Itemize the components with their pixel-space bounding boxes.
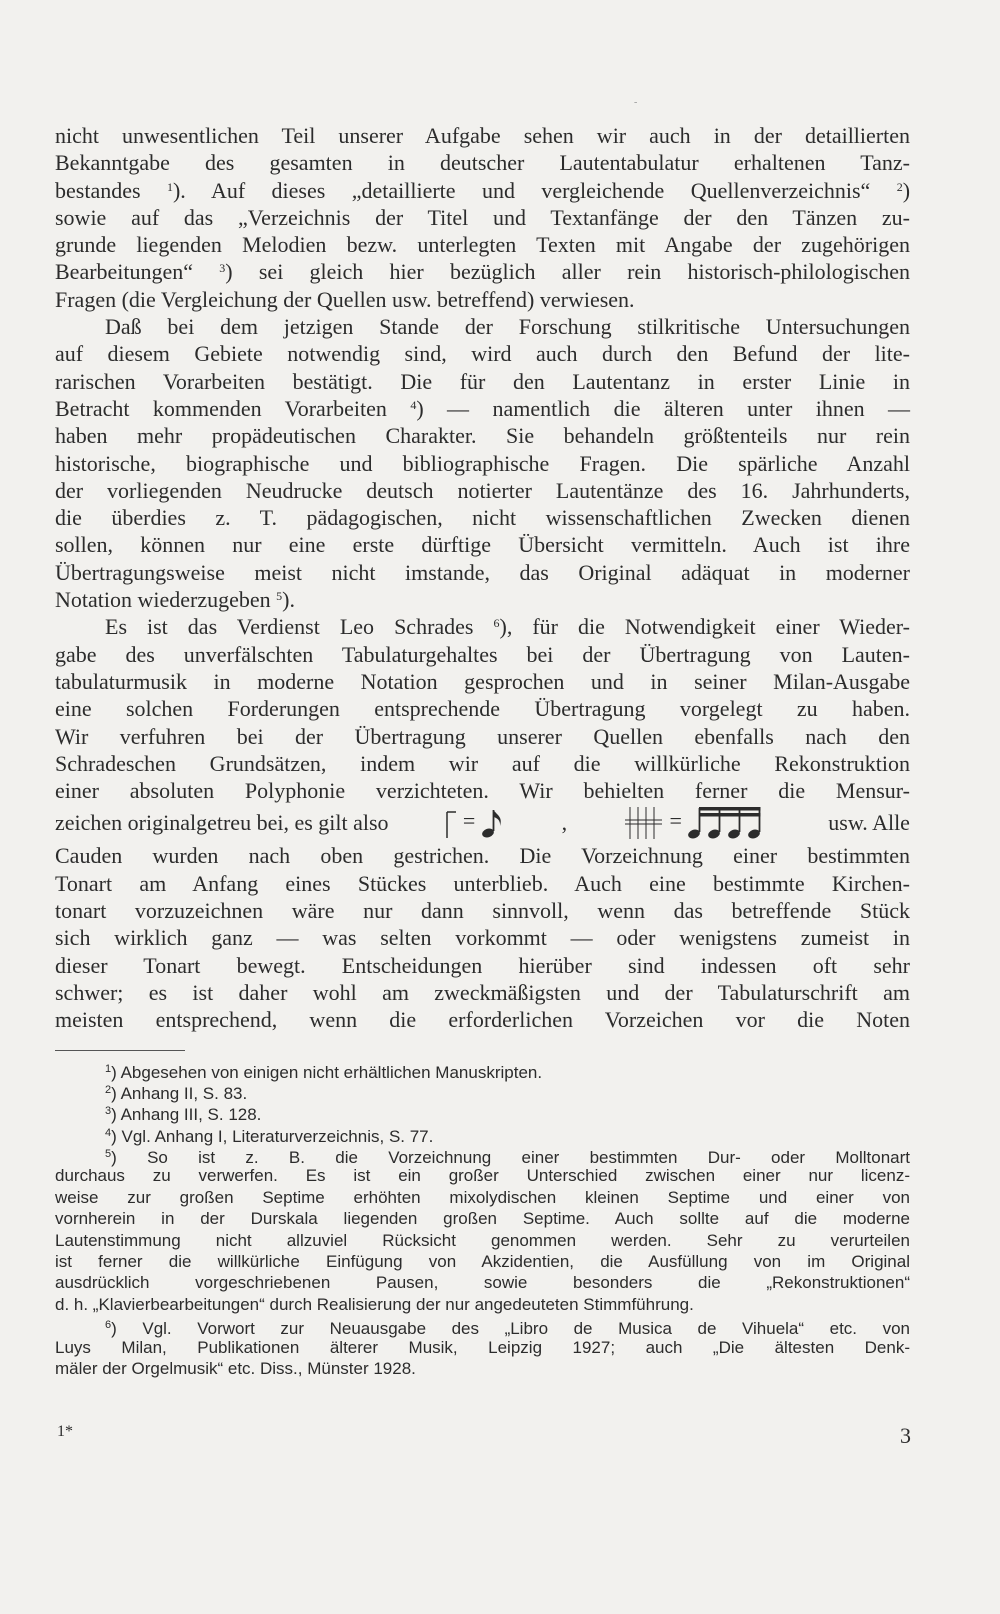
text-run: auf diesem Gebiete notwendig sind, wird auch durch den Befund der lite- xyxy=(55,341,910,367)
footnote-number: 6 xyxy=(105,1319,112,1332)
footnote-ref: 4 xyxy=(410,397,417,412)
text-run: grunde liegenden Melodien bezw. unterlegten Texten mit Angabe der zugehörigen xyxy=(55,232,910,258)
body-line xyxy=(55,924,910,951)
text-run: eine solchen Forderungen entsprechende Übertragung vorgelegt zu haben. xyxy=(55,696,910,722)
text-run: nicht unwesentlichen Teil unserer Aufgabe sehen wir auch in der detaillierten xyxy=(55,123,910,148)
footnote-number: 1 xyxy=(105,1062,112,1075)
footnote-text: ausdrücklich vorgeschriebenen Pausen, sowie besonders die „Rekonstruktionen“ xyxy=(55,1273,910,1293)
text-run: Bearbeitungen“ xyxy=(55,259,220,285)
page-number: 3 xyxy=(900,1423,911,1448)
footnote-ref: 2 xyxy=(896,179,903,194)
body-line xyxy=(55,313,910,340)
footnote-line xyxy=(55,1230,910,1251)
footnote-line: $^2$) Anhang II, S. 83. xyxy=(105,1083,248,1103)
signature-mark: 1* xyxy=(57,1423,73,1440)
text-run: bestandes xyxy=(55,177,167,203)
text-run: gabe des unverfälschten Tabulaturgehaltes bei der Übertragung von Lauten- xyxy=(55,641,910,667)
text-run: Schradeschen Grundsätzen, indem wir auf die willkürliche Rekonstruktion xyxy=(55,750,910,776)
text-run: Tonart am Anfang eines Stückes unterblieb. Auch eine bestimmte Kirchen- xyxy=(55,870,910,896)
text-run: Wir verfuhren bei der Übertragung unserer Quellen ebenfalls nach den xyxy=(55,723,910,749)
footnote-line: $^5$) So ist z. B. die Vorzeichnung einer bestimmten Dur- oder Molltonart xyxy=(105,1148,910,1168)
footnote-text: durchaus zu verwerfen. Es ist ein großer Unterschied zwischen einer nur licenz- xyxy=(55,1166,910,1186)
footnote-number: 3 xyxy=(105,1105,112,1118)
equals-sign: = xyxy=(462,808,476,834)
footnote-ref: 3 xyxy=(219,261,226,276)
footnote-text: ist ferner die willkürliche Einfügung von Akzidentien, die Ausfüllung von im Original xyxy=(55,1252,910,1272)
text-run: Notation wiederzugeben xyxy=(55,587,277,613)
body-line xyxy=(55,897,910,924)
body-line xyxy=(55,870,910,897)
body-line xyxy=(55,450,910,477)
text-run: einer absoluten Polyphonie verzichteten. Wir behielten ferner die Mensur- xyxy=(55,778,910,804)
footnote-text: Anhang III, S. 128. xyxy=(120,1105,262,1125)
body-line xyxy=(55,695,910,722)
footnotes xyxy=(55,1059,910,1380)
footnote-number: 5 xyxy=(105,1148,112,1161)
text-run: Bekanntgabe des gesamten in deutscher Lautentabulatur erhaltenen Tanz- xyxy=(55,150,910,176)
body-line xyxy=(55,586,910,613)
footnote-text: So ist z. B. die Vorzeichnung einer bestimmten Dur- oder Molltonart xyxy=(147,1148,910,1168)
text-run: sollen, können nur eine erste dürftige Übersicht vermitteln. Auch ist ihre xyxy=(55,532,910,558)
text-run: ) sei gleich hier bezüglich aller rein historisch-philologischen xyxy=(225,259,910,285)
text-run: haben mehr propädeutischen Charakter. Sie behandeln größtenteils nur rein xyxy=(55,423,910,449)
body-line xyxy=(55,750,910,777)
notation-line xyxy=(55,804,910,842)
footnote-line: $^6$) Vgl. Vorwort zur Neuausgabe des „Libro de Musica de Vihuela“ etc. von xyxy=(105,1319,910,1339)
footnote-text: Anhang II, S. 83. xyxy=(120,1083,248,1103)
footnote-line xyxy=(55,1337,910,1358)
text-run: ) xyxy=(902,177,911,203)
footnote-text: vornherein in der Durskala liegenden großen Septime. Auch sollte auf die moderne xyxy=(55,1209,910,1229)
body-line xyxy=(55,641,910,668)
body-line xyxy=(55,952,910,979)
text-run: die überdies z. T. pädagogischen, nicht wissenschaftlichen Zwecken dienen xyxy=(55,505,910,531)
equals-sign: = xyxy=(669,808,682,834)
text-run: Daß bei dem jetzigen Stande der Forschung stilkritische Untersuchungen xyxy=(105,314,910,340)
text-run: Übertragungsweise meist nicht imstande, das Original adäquat in moderner xyxy=(55,559,910,585)
footnote-divider xyxy=(55,1050,185,1051)
body-line xyxy=(55,979,910,1006)
text-run: tabulaturmusik in moderne Notation gesprochen und in seiner Milan-Ausgabe xyxy=(55,668,910,694)
body-line xyxy=(55,204,910,231)
body-line xyxy=(55,122,910,149)
text-run: schwer; es ist daher wohl am zweckmäßigsten und der Tabulaturschrift am xyxy=(55,979,910,1005)
footnote-text: Vgl. Vorwort zur Neuausgabe des „Libro de Musica de Vihuela“ etc. von xyxy=(142,1319,910,1339)
footnote-number: 4 xyxy=(105,1126,112,1139)
text-run: sowie auf das „Verzeichnis der Titel und Textanfänge der den Tänzen zu- xyxy=(55,204,910,230)
text-run: historische, biographische und bibliographische Fragen. Die spärliche Anzahl xyxy=(55,450,910,476)
footnote-line: $^3$) Anhang III, S. 128. xyxy=(105,1105,262,1125)
body-text xyxy=(55,122,910,804)
footnote-text: Abgesehen von einigen nicht erhältlichen Manuskripten. xyxy=(120,1062,543,1082)
body-line xyxy=(55,842,910,869)
text-run: der vorliegenden Neudrucke deutsch notierter Lautentänze des 16. Jahrhunderts, xyxy=(55,477,910,503)
body-line xyxy=(55,504,910,531)
footnote-ref: 5 xyxy=(276,589,283,604)
page-content xyxy=(55,122,910,1379)
body-line xyxy=(55,340,910,367)
body-line xyxy=(55,531,910,558)
footnote-text: mäler der Orgelmusik“ etc. Diss., Münster 1928. xyxy=(55,1358,416,1378)
comma: , xyxy=(561,810,568,836)
mensural-sign-group xyxy=(445,807,504,839)
body-line xyxy=(55,286,910,313)
footnote-line xyxy=(55,1251,910,1272)
body-line xyxy=(55,777,910,804)
notation-line-text-start: zeichen originalgetreu bei, es gilt also xyxy=(55,810,389,836)
body-line xyxy=(55,422,910,449)
footnote-text: Lautenstimmung nicht allzuviel Rücksicht genommen werden. Sehr zu verurteilen xyxy=(55,1230,910,1250)
footnote-line xyxy=(55,1272,910,1293)
body-line xyxy=(55,368,910,395)
text-run: Es ist das Verdienst Leo Schrades xyxy=(105,614,494,640)
text-run: ), für die Notwendigkeit einer Wieder- xyxy=(499,614,910,640)
tablature-grid-sign-icon xyxy=(624,805,664,841)
footnote-line xyxy=(55,1294,910,1315)
body-line xyxy=(55,149,910,176)
body-line xyxy=(55,231,910,258)
footnote-line xyxy=(55,1187,910,1208)
text-run: ). Auf dieses „detaillierte und vergleichende Quellenverzeichnis“ xyxy=(172,177,897,203)
text-run: sich wirklich ganz — was selten vorkommt — oder wenigstens zumeist in xyxy=(55,925,910,951)
footnote-number: 2 xyxy=(105,1083,112,1096)
body-line xyxy=(55,177,910,204)
footnote-text: Vgl. Anhang I, Literaturverzeichnis, S. 77. xyxy=(121,1126,434,1146)
tablature-sign-group xyxy=(624,805,771,841)
eighth-note-icon xyxy=(481,807,505,839)
corner-mark: - xyxy=(634,97,638,108)
text-run: ). xyxy=(282,587,295,613)
footnote-line xyxy=(55,1358,910,1379)
body-line xyxy=(55,723,910,750)
footnote-text: weise zur großen Septime erhöhten mixolydischen kleinen Septime und einer von xyxy=(55,1187,910,1207)
mensural-flag-sign-icon xyxy=(445,808,457,838)
text-run: Fragen (die Vergleichung der Quellen usw. betreffend) verwiesen. xyxy=(55,286,635,312)
footnote-line xyxy=(55,1165,910,1186)
footnote-ref: 1 xyxy=(166,179,173,194)
text-run: dieser Tonart bewegt. Entscheidungen hierüber sind indessen oft sehr xyxy=(55,952,910,978)
body-text-continued xyxy=(55,842,910,1033)
body-line xyxy=(55,258,910,285)
body-line xyxy=(55,613,910,640)
body-line xyxy=(55,395,910,422)
text-run: ) — namentlich die älteren unter ihnen — xyxy=(416,395,910,421)
footnote-text: Luys Milan, Publikationen älterer Musik, Leipzig 1927; auch „Die ältesten Denk- xyxy=(55,1337,910,1357)
beamed-sixteenth-notes-icon xyxy=(687,805,771,841)
footnote-ref: 6 xyxy=(493,616,500,631)
text-run: rarischen Vorarbeiten bestätigt. Die für den Lautentanz in erster Linie in xyxy=(55,368,910,394)
text-run: tonart vorzuzeichnen wäre nur dann sinnvoll, wenn das betreffende Stück xyxy=(55,898,910,924)
body-line xyxy=(55,559,910,586)
footnote-text: d. h. „Klavierbearbeitungen“ durch Realisierung der nur angedeuteten Stimmführung. xyxy=(55,1294,694,1314)
body-line xyxy=(55,1006,910,1033)
text-run: meisten entsprechend, wenn die erforderlichen Vorzeichen vor die Noten xyxy=(55,1007,910,1033)
notation-line-text-end: usw. Alle xyxy=(828,810,910,836)
body-line xyxy=(55,477,910,504)
footnote-line: $^4$) Vgl. Anhang I, Literaturverzeichnis, S. 77. xyxy=(105,1126,434,1146)
text-run: Cauden wurden nach oben gestrichen. Die Vorzeichnung einer bestimmten xyxy=(55,843,910,869)
text-run: Betracht kommenden Vorarbeiten xyxy=(55,395,411,421)
footnote-line xyxy=(55,1208,910,1229)
footnote-line: $^1$) Abgesehen von einigen nicht erhältlichen Manuskripten. xyxy=(105,1062,543,1082)
body-line xyxy=(55,668,910,695)
